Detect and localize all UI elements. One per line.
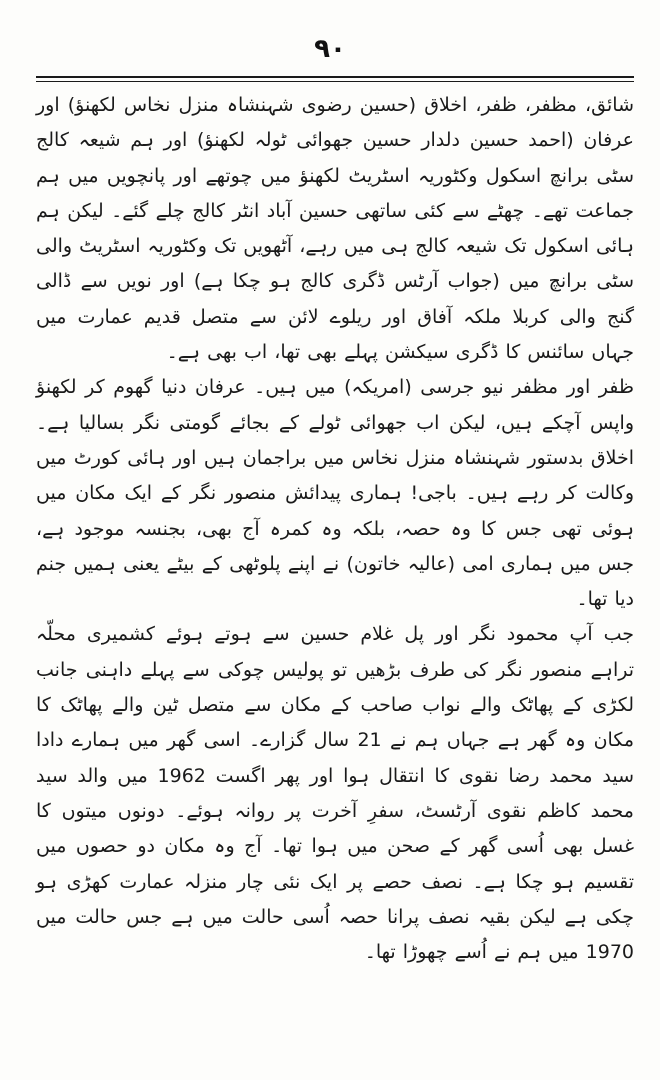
paragraph-2: ظفر اور مظفر نیو جرسی (امریکہ) میں ہیں۔ عرفان دنیا گھوم کر لکھنؤ واپس آچکے ہیں، لیکن اب جھوائی ٹولے کے بجائے گومتی نگر بسالیا ہے۔ اخلاق بدستور شہنشاہ منزل نخاس میں براجمان ہیں اور ہائی کورٹ میں وکالت کر رہے ہیں۔ باجی! ہماری پیدائش منصور نگر کے ایک مکان میں ہوئی تھی جس کا وہ حصہ، بلکہ وہ کمرہ آج بھی، بجنسہ موجود ہے، جس میں ہماری امی (عالیہ خاتون) نے اپنے پلوٹھی کے بیٹے یعنی ہمیں جنم دیا تھا۔ <box>36 376 634 611</box>
page-number: ۹۰ <box>314 34 346 64</box>
paragraph-3: جب آپ محمود نگر اور پل غلام حسین سے ہوتے ہوئے کشمیری محلّہ تراہے منصور نگر کی طرف بڑھیں تو پولیس چوکی سے پہلے داہنی جانب لکڑی کے پھاٹک والے نواب صاحب کے مکان سے متصل ٹین والے پھاٹک کا مکان وہ گھر ہے جہاں ہم نے 21 سال گزارے۔ اسی گھر میں ہمارے دادا سید محمد رضا نقوی کا انتقال ہوا اور پھر اگست 1962 میں والد سید محمد کاظم نقوی آرٹسٹ، سفرِ آخرت پر روانہ ہوئے۔ دونوں میتوں کا غسل بھی اُسی گھر کے صحن میں ہوا تھا۔ آج وہ مکان دو حصوں میں تقسیم ہو چکا ہے۔ نصف حصے پر ایک نئی چار منزلہ عمارت کھڑی ہو چکی ہے لیکن بقیہ نصف پرانا حصہ اُسی حالت میں ہے جس حالت میں 1970 میں ہم نے اُسے چھوڑا تھا۔ <box>36 623 634 964</box>
header-rule-thin <box>36 81 634 82</box>
paragraph-1: شائق، مظفر، ظفر، اخلاق (حسین رضوی شہنشاہ منزل نخاس لکھنؤ) اور عرفان (احمد حسین دلدار حسین جھوائی ٹولہ لکھنؤ) اور ہم شیعہ کالج سٹی برانچ اسکول وکٹوریہ اسٹریٹ لکھنؤ میں چوتھے اور پانچویں میں ہم جماعت تھے۔ چھٹے سے کئی ساتھی حسین آباد انٹر کالج چلے گئے۔ لیکن ہم ہائی اسکول تک شیعہ کالج ہی میں رہے، آٹھویں تک وکٹوریہ اسٹریٹ والی سٹی برانچ میں (جواب آرٹس ڈگری کالج ہو چکا ہے) اور نویں سے ڈالی گنج والی کربلا ملکہ آفاق اور ریلوے لائن سے متصل قدیم عمارت میں جہاں سائنس کا ڈگری سیکشن پہلے بھی تھا، اب بھی ہے۔ <box>36 94 634 364</box>
header-rule <box>36 76 634 78</box>
body-text <box>36 88 634 970</box>
